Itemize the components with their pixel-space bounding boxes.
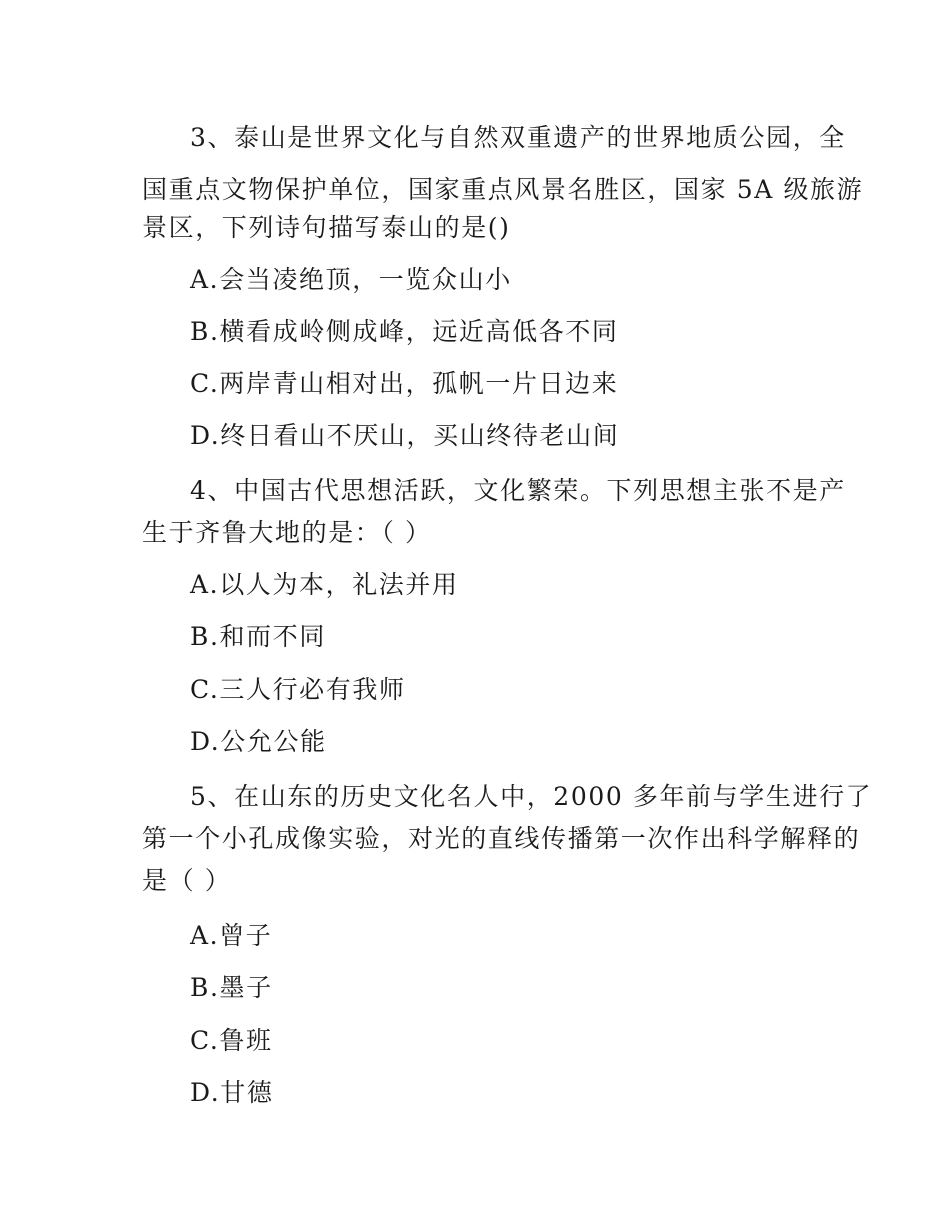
question-4-stem-line-1: 4、中国古代思想活跃，文化繁荣。下列思想主张不是产 [190,476,846,505]
question-4-option-c: C.三人行必有我师 [190,675,406,704]
question-4-option-b: B.和而不同 [190,622,326,651]
question-5-option-d: D.甘德 [190,1078,274,1107]
question-5-stem-line-2: 第一个小孔成像实验，对光的直线传播第一次作出科学解释的 [142,824,861,853]
question-3-option-a: A.会当凌绝顶，一览众山小 [190,265,512,294]
question-3-option-c: C.两岸青山相对出，孤帆一片日边来 [190,369,619,398]
question-3-stem-line-3: 景区，下列诗句描写泰山的是() [142,213,511,242]
question-3-stem-line-2: 国重点文物保护单位，国家重点风景名胜区，国家 5A 级旅游 [142,175,864,204]
question-3-stem-line-1: 3、泰山是世界文化与自然双重遗产的世界地质公园，全 [190,123,846,152]
question-4-option-d: D.公允公能 [190,727,327,756]
question-4-stem-line-2: 生于齐鲁大地的是：（ ） [142,518,432,547]
question-5-stem-line-1: 5、在山东的历史文化名人中，2000 多年前与学生进行了 [190,782,873,811]
question-5-option-a: A.曾子 [190,921,273,950]
question-3-option-d: D.终日看山不厌山，买山终待老山间 [190,421,620,450]
question-5-option-b: B.墨子 [190,973,273,1002]
question-4-option-a: A.以人为本，礼法并用 [190,570,459,599]
question-5-stem-line-3: 是（ ） [142,866,232,895]
question-5-option-c: C.鲁班 [190,1026,273,1055]
question-3-option-b: B.横看成岭侧成峰，远近高低各不同 [190,317,619,346]
